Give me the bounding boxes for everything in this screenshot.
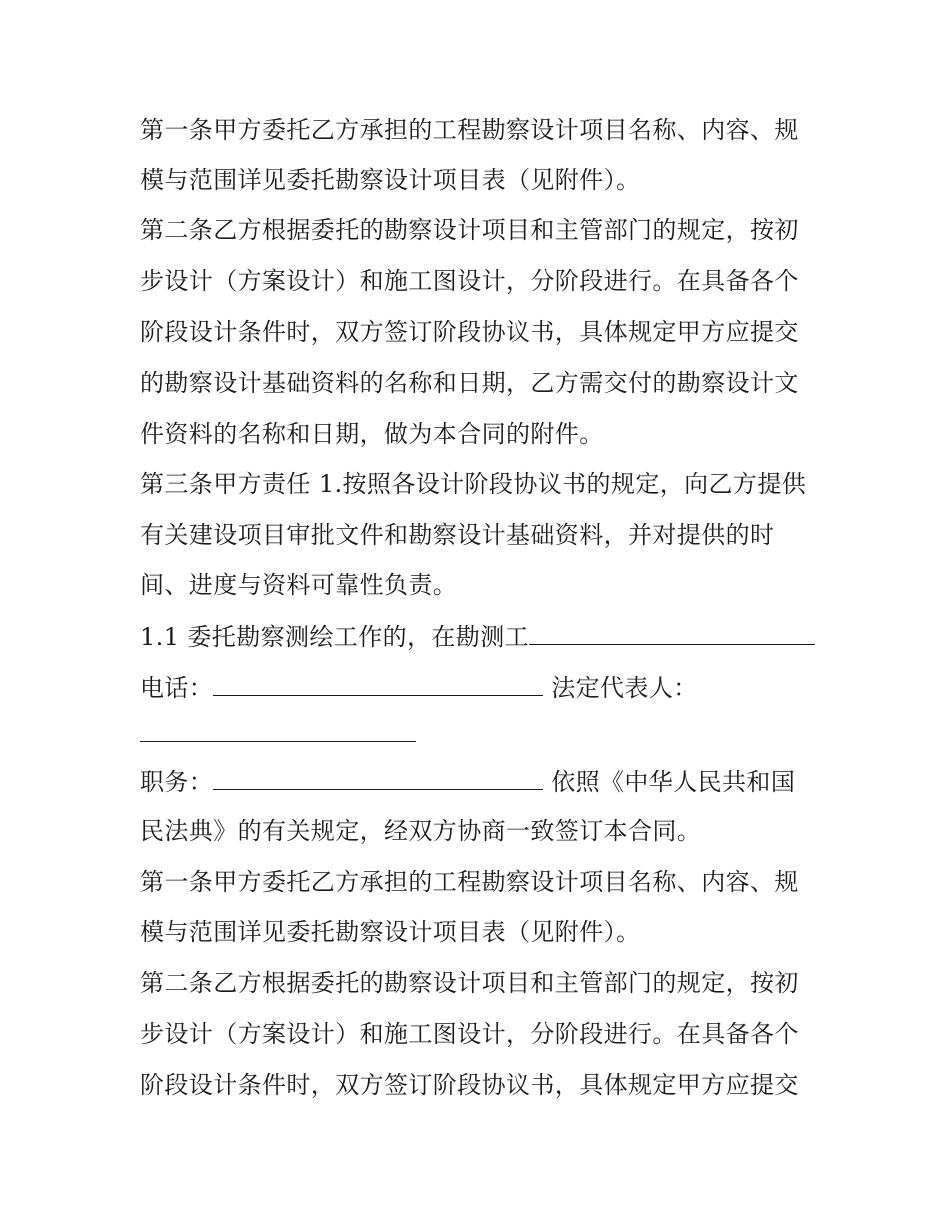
- paragraph-line: 第一条甲方委托乙方承担的工程勘察设计项目名称、内容、规: [140, 116, 799, 144]
- survey-blank-field: [529, 620, 815, 645]
- paragraph-line: 有关建设项目审批文件和勘察设计基础资料，并对提供的时: [140, 521, 775, 549]
- paragraph-line: 步设计（方案设计）和施工图设计，分阶段进行。在具备各个: [140, 1020, 799, 1048]
- position-line: [140, 765, 820, 798]
- paragraph-line: 第二条乙方根据委托的勘察设计项目和主管部门的规定，按初: [140, 969, 799, 997]
- paragraph-line: 第二条乙方根据委托的勘察设计项目和主管部门的规定，按初: [140, 216, 799, 244]
- item-1-1-text: 1.1 委托勘察测绘工作的，在勘测工: [140, 623, 529, 651]
- paragraph-line: 的勘察设计基础资料的名称和日期，乙方需交付的勘察设计文: [140, 369, 799, 397]
- legal-rep-blank-field: [140, 740, 416, 742]
- legal-rep-label: 法定代表人：: [551, 674, 698, 702]
- position-blank-field: [213, 765, 543, 790]
- paragraph-line: 模与范围详见委托勘察设计项目表（见附件）。: [140, 166, 641, 194]
- item-1-1-line: [140, 620, 820, 653]
- position-label: 职务：: [140, 768, 214, 796]
- position-tail-text: 依照《中华人民共和国: [551, 768, 796, 796]
- paragraph-line: 件资料的名称和日期，做为本合同的附件。: [140, 420, 604, 448]
- paragraph-line: 间、进度与资料可靠性负责。: [140, 571, 458, 599]
- paragraph-line: 模与范围详见委托勘察设计项目表（见附件）。: [140, 918, 641, 946]
- phone-blank-field: [213, 671, 543, 696]
- paragraph-line: 第一条甲方委托乙方承担的工程勘察设计项目名称、内容、规: [140, 868, 799, 896]
- paragraph-line: 第三条甲方责任 1.按照各设计阶段协议书的规定，向乙方提供: [140, 470, 807, 498]
- phone-line: [140, 671, 820, 704]
- paragraph-line: 阶段设计条件时，双方签订阶段协议书，具体规定甲方应提交: [140, 318, 799, 346]
- paragraph-line: 阶段设计条件时，双方签订阶段协议书，具体规定甲方应提交: [140, 1071, 799, 1099]
- phone-label: 电话：: [140, 674, 214, 702]
- paragraph-line: 步设计（方案设计）和施工图设计，分阶段进行。在具备各个: [140, 267, 799, 295]
- law-line: 民法典》的有关规定，经双方协商一致签订本合同。: [140, 817, 702, 845]
